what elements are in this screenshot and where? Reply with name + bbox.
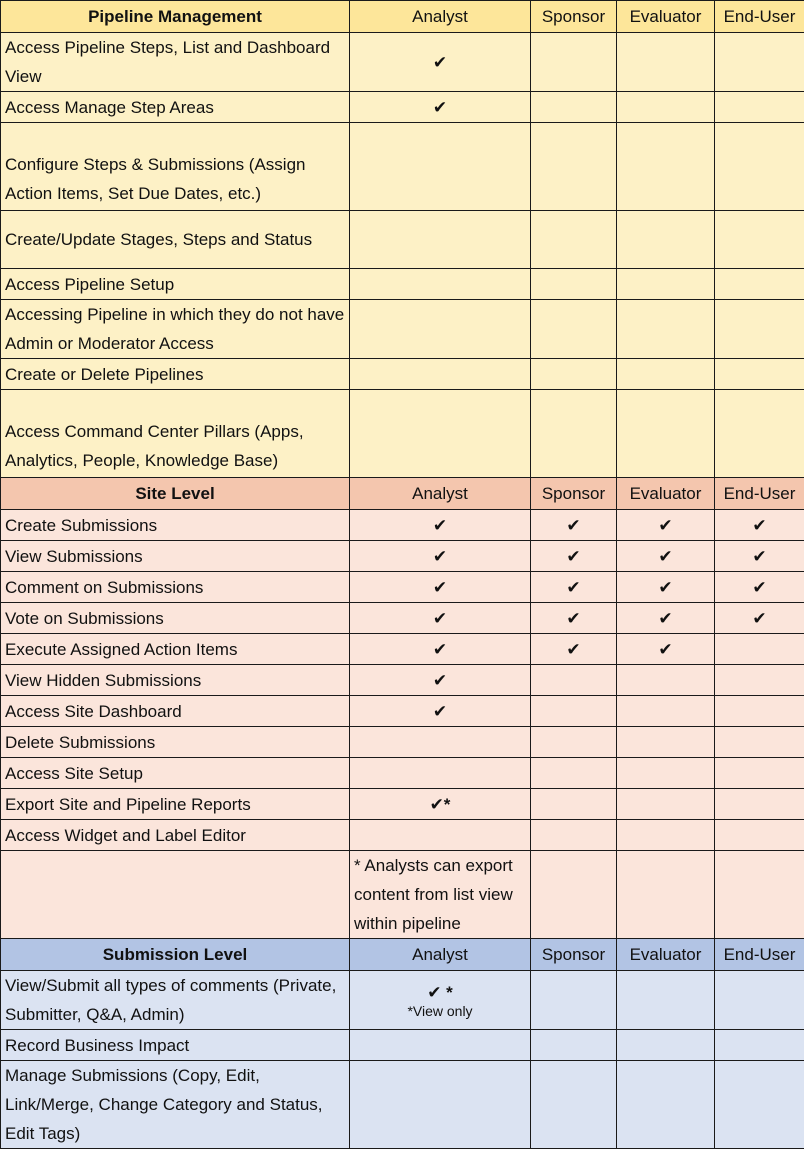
- check-icon: ✔: [350, 665, 531, 696]
- table-row: [1, 572, 804, 603]
- check-icon: ✔: [715, 510, 804, 541]
- cell-evaluator: [617, 971, 715, 1030]
- cell-analyst: [350, 1061, 531, 1149]
- cell-end-user: [715, 300, 804, 359]
- table-row: [1, 359, 804, 390]
- cell-end-user: [715, 789, 804, 820]
- row-label: View Hidden Submissions: [1, 665, 350, 696]
- check-icon: ✔: [531, 572, 617, 603]
- cell-evaluator: [617, 789, 715, 820]
- check-icon: ✔: [715, 603, 804, 634]
- cell-end-user: [715, 971, 804, 1030]
- cell-evaluator: [617, 1030, 715, 1061]
- column-header-analyst: Analyst: [350, 478, 531, 510]
- row-label: Access Site Dashboard: [1, 696, 350, 727]
- row-label: Execute Assigned Action Items: [1, 634, 350, 665]
- cell-evaluator: [617, 1061, 715, 1149]
- check-icon: ✔: [617, 541, 715, 572]
- table-row: [1, 390, 804, 478]
- cell-evaluator: [617, 390, 715, 478]
- site-header-row: [1, 478, 804, 510]
- row-label: Comment on Submissions: [1, 572, 350, 603]
- check-icon: ✔: [617, 572, 715, 603]
- cell-evaluator: [617, 300, 715, 359]
- cell-evaluator: [617, 123, 715, 211]
- row-label: Vote on Submissions: [1, 603, 350, 634]
- table-row: [1, 300, 804, 359]
- row-label: Record Business Impact: [1, 1030, 350, 1061]
- table-row: [1, 727, 804, 758]
- cell-end-user: [715, 696, 804, 727]
- cell-sponsor: [531, 789, 617, 820]
- row-label: Accessing Pipeline in which they do not have Admin or Moderator Access: [1, 300, 350, 359]
- column-header-analyst: Analyst: [350, 939, 531, 971]
- row-label: Create Submissions: [1, 510, 350, 541]
- cell-end-user: [715, 1061, 804, 1149]
- table-row: [1, 696, 804, 727]
- column-header-evaluator: Evaluator: [617, 939, 715, 971]
- row-label: Access Widget and Label Editor: [1, 820, 350, 851]
- cell-analyst: [350, 123, 531, 211]
- empty-cell: [715, 851, 804, 939]
- cell-end-user: [715, 269, 804, 300]
- check-icon: ✔: [350, 33, 531, 92]
- pipeline-header-row: [1, 1, 804, 33]
- cell-end-user: [715, 33, 804, 92]
- column-header-sponsor: Sponsor: [531, 478, 617, 510]
- cell-analyst: [350, 269, 531, 300]
- cell-sponsor: [531, 359, 617, 390]
- export-footnote: * Analysts can export content from list view within pipeline: [350, 851, 531, 939]
- cell-analyst: [350, 359, 531, 390]
- cell-sponsor: [531, 758, 617, 789]
- cell-evaluator: [617, 269, 715, 300]
- table-row: [1, 1061, 804, 1149]
- cell-end-user: [715, 211, 804, 269]
- table-row: [1, 211, 804, 269]
- table-row: [1, 789, 804, 820]
- submission-section-title: Submission Level: [1, 939, 350, 971]
- table-row: [1, 92, 804, 123]
- empty-cell: [531, 851, 617, 939]
- cell-end-user: [715, 820, 804, 851]
- table-row: [1, 541, 804, 572]
- table-row: [1, 665, 804, 696]
- table-row: [1, 123, 804, 211]
- cell-analyst: [350, 1030, 531, 1061]
- cell-analyst: [350, 390, 531, 478]
- cell-sponsor: [531, 269, 617, 300]
- row-label: View Submissions: [1, 541, 350, 572]
- column-header-sponsor: Sponsor: [531, 1, 617, 33]
- site-section-title: Site Level: [1, 478, 350, 510]
- pipeline-section-title: Pipeline Management: [1, 1, 350, 33]
- column-header-sponsor: Sponsor: [531, 939, 617, 971]
- check-icon: ✔: [531, 603, 617, 634]
- row-label: Access Pipeline Steps, List and Dashboard View: [1, 33, 350, 92]
- check-icon: ✔: [350, 510, 531, 541]
- analyst-view-only-cell: [350, 971, 531, 1030]
- cell-sponsor: [531, 211, 617, 269]
- column-header-end-user: End-User: [715, 939, 804, 971]
- row-label: Export Site and Pipeline Reports: [1, 789, 350, 820]
- cell-evaluator: [617, 665, 715, 696]
- cell-evaluator: [617, 33, 715, 92]
- row-label: Configure Steps & Submissions (Assign Action Items, Set Due Dates, etc.): [1, 123, 350, 211]
- cell-evaluator: [617, 211, 715, 269]
- cell-sponsor: [531, 390, 617, 478]
- cell-evaluator: [617, 758, 715, 789]
- cell-sponsor: [531, 820, 617, 851]
- cell-end-user: [715, 359, 804, 390]
- cell-analyst: [350, 211, 531, 269]
- empty-cell: [1, 851, 350, 939]
- cell-end-user: [715, 390, 804, 478]
- check-icon: ✔: [350, 92, 531, 123]
- check-icon: ✔: [531, 541, 617, 572]
- row-label: View/Submit all types of comments (Private, Submitter, Q&A, Admin): [1, 971, 350, 1030]
- row-label: Create or Delete Pipelines: [1, 359, 350, 390]
- column-header-evaluator: Evaluator: [617, 1, 715, 33]
- table-row: [1, 510, 804, 541]
- check-icon: ✔: [350, 541, 531, 572]
- table-row: [1, 971, 804, 1030]
- row-label: Access Command Center Pillars (Apps, Analytics, People, Knowledge Base): [1, 390, 350, 478]
- column-header-end-user: End-User: [715, 1, 804, 33]
- cell-sponsor: [531, 123, 617, 211]
- cell-sponsor: [531, 727, 617, 758]
- empty-cell: [617, 851, 715, 939]
- row-label: Access Site Setup: [1, 758, 350, 789]
- check-icon: ✔: [531, 510, 617, 541]
- check-icon: ✔: [350, 696, 531, 727]
- column-header-analyst: Analyst: [350, 1, 531, 33]
- row-label: Delete Submissions: [1, 727, 350, 758]
- cell-end-user: [715, 758, 804, 789]
- check-icon: ✔: [617, 634, 715, 665]
- cell-analyst: [350, 820, 531, 851]
- cell-end-user: [715, 123, 804, 211]
- cell-analyst: [350, 300, 531, 359]
- view-only-note: *View only: [354, 1004, 526, 1018]
- cell-sponsor: [531, 300, 617, 359]
- cell-evaluator: [617, 820, 715, 851]
- cell-sponsor: [531, 1030, 617, 1061]
- table-row: [1, 634, 804, 665]
- check-icon: ✔*: [350, 789, 531, 820]
- check-icon: ✔ *: [354, 982, 526, 1004]
- cell-sponsor: [531, 971, 617, 1030]
- cell-evaluator: [617, 727, 715, 758]
- cell-end-user: [715, 92, 804, 123]
- check-icon: ✔: [617, 510, 715, 541]
- row-label: Access Pipeline Setup: [1, 269, 350, 300]
- table-row: [1, 33, 804, 92]
- table-row: [1, 758, 804, 789]
- cell-sponsor: [531, 92, 617, 123]
- row-label: Manage Submissions (Copy, Edit, Link/Merge, Change Category and Status, Edit Tags): [1, 1061, 350, 1149]
- cell-end-user: [715, 727, 804, 758]
- column-header-evaluator: Evaluator: [617, 478, 715, 510]
- cell-sponsor: [531, 696, 617, 727]
- check-icon: ✔: [715, 541, 804, 572]
- cell-sponsor: [531, 33, 617, 92]
- cell-end-user: [715, 634, 804, 665]
- table-row: [1, 820, 804, 851]
- cell-evaluator: [617, 696, 715, 727]
- table-row: [1, 603, 804, 634]
- row-label: Access Manage Step Areas: [1, 92, 350, 123]
- cell-evaluator: [617, 359, 715, 390]
- table-row: [1, 1030, 804, 1061]
- column-header-end-user: End-User: [715, 478, 804, 510]
- cell-sponsor: [531, 1061, 617, 1149]
- check-icon: ✔: [350, 572, 531, 603]
- check-icon: ✔: [617, 603, 715, 634]
- check-icon: ✔: [531, 634, 617, 665]
- cell-analyst: [350, 727, 531, 758]
- check-icon: ✔: [350, 634, 531, 665]
- submission-header-row: [1, 939, 804, 971]
- check-icon: ✔: [715, 572, 804, 603]
- table-row: [1, 269, 804, 300]
- cell-analyst: [350, 758, 531, 789]
- footnote-row: [1, 851, 804, 939]
- cell-evaluator: [617, 92, 715, 123]
- check-icon: ✔: [350, 603, 531, 634]
- row-label: Create/Update Stages, Steps and Status: [1, 211, 350, 269]
- cell-end-user: [715, 665, 804, 696]
- cell-sponsor: [531, 665, 617, 696]
- cell-end-user: [715, 1030, 804, 1061]
